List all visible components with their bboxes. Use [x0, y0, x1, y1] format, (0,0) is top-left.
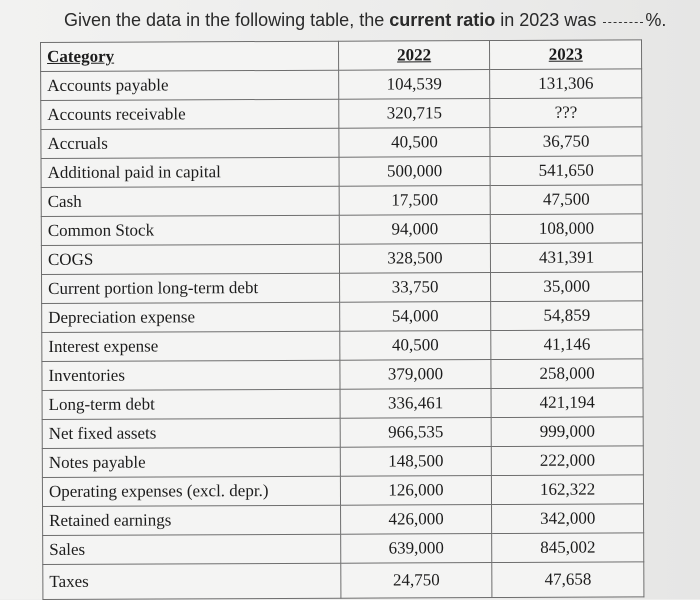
cell-category: Long-term debt: [42, 389, 340, 419]
cell-2023: 162,322: [492, 475, 644, 505]
cell-2022: 126,000: [340, 476, 492, 506]
financial-data-table: [40, 39, 644, 600]
cell-category: Retained earnings: [43, 505, 341, 535]
cell-2023: ???: [490, 98, 642, 128]
cell-category: Taxes: [43, 563, 341, 599]
table-body: [41, 69, 644, 600]
cell-2023: 47,500: [490, 185, 642, 215]
question-text: [64, 6, 666, 34]
question-middle: in 2023 was: [495, 10, 597, 30]
answer-blank: [603, 22, 643, 23]
cell-category: Depreciation expense: [42, 302, 340, 332]
cell-2022: 104,539: [338, 70, 490, 100]
table-row: [42, 330, 643, 362]
cell-category: Accruals: [41, 128, 339, 158]
cell-2022: 336,461: [340, 389, 492, 419]
cell-2023: 421,194: [491, 388, 643, 418]
cell-2023: 36,750: [490, 127, 642, 157]
header-category: Category: [41, 41, 339, 71]
table-row: [42, 359, 643, 391]
cell-category: COGS: [41, 244, 339, 274]
cell-2023: 35,000: [491, 272, 643, 302]
cell-category: Interest expense: [42, 331, 340, 361]
cell-category: Accounts receivable: [41, 99, 339, 129]
cell-2022: 40,500: [339, 128, 491, 158]
header-2022: 2022: [338, 41, 490, 71]
cell-2022: 17,500: [339, 186, 491, 216]
table-row: [42, 272, 643, 304]
cell-2023: 41,146: [491, 330, 643, 360]
question-emphasis: current ratio: [389, 10, 496, 30]
cell-2023: 54,859: [491, 301, 643, 331]
table-row: [42, 446, 643, 478]
question-suffix: %.: [645, 10, 667, 30]
cell-2023: 342,000: [492, 504, 644, 534]
cell-2023: 108,000: [491, 214, 643, 244]
table-row: [41, 156, 642, 188]
cell-category: Notes payable: [42, 447, 340, 477]
table-row: [43, 562, 644, 600]
cell-category: Sales: [43, 534, 341, 564]
cell-2023: 999,000: [492, 417, 644, 447]
cell-2022: 33,750: [339, 273, 491, 303]
cell-2022: 40,500: [340, 331, 492, 361]
table-row: [42, 388, 643, 420]
table-row: [41, 243, 642, 275]
cell-2023: 845,002: [492, 533, 644, 563]
table-row: [41, 214, 642, 246]
cell-category: Accounts payable: [41, 70, 339, 100]
cell-2022: 426,000: [340, 505, 492, 535]
cell-2023: 131,306: [490, 69, 642, 99]
table-row: [41, 98, 642, 130]
cell-2023: 47,658: [492, 562, 644, 598]
table-row: [41, 69, 642, 101]
table-row: [42, 417, 643, 449]
cell-2022: 148,500: [340, 447, 492, 477]
table-row: [43, 504, 644, 536]
table-row: [41, 127, 642, 159]
cell-category: Current portion long-term debt: [42, 273, 340, 303]
data-table-wrapper: [40, 39, 644, 591]
cell-2022: 328,500: [339, 244, 491, 274]
cell-2022: 379,000: [340, 360, 492, 390]
cell-2022: 320,715: [339, 99, 491, 129]
table-row: [41, 185, 642, 217]
table-row: [42, 301, 643, 333]
cell-category: Net fixed assets: [42, 418, 340, 448]
cell-2023: 258,000: [491, 359, 643, 389]
cell-category: Additional paid in capital: [41, 157, 339, 187]
cell-2023: 431,391: [491, 243, 643, 273]
cell-2022: 639,000: [340, 534, 492, 564]
cell-2022: 54,000: [339, 302, 491, 332]
cell-2022: 24,750: [341, 563, 493, 599]
question-prefix: Given the data in the following table, the: [64, 10, 390, 30]
cell-2023: 222,000: [492, 446, 644, 476]
table-header-row: [41, 40, 642, 72]
cell-2022: 94,000: [339, 215, 491, 245]
cell-2023: 541,650: [490, 156, 642, 186]
cell-2022: 500,000: [339, 157, 491, 187]
cell-2022: 966,535: [340, 418, 492, 448]
table-row: [42, 475, 643, 507]
header-2023: 2023: [490, 40, 642, 70]
cell-category: Operating expenses (excl. depr.): [42, 476, 340, 506]
cell-category: Inventories: [42, 360, 340, 390]
cell-category: Common Stock: [41, 215, 339, 245]
cell-category: Cash: [41, 186, 339, 216]
table-row: [43, 533, 644, 565]
